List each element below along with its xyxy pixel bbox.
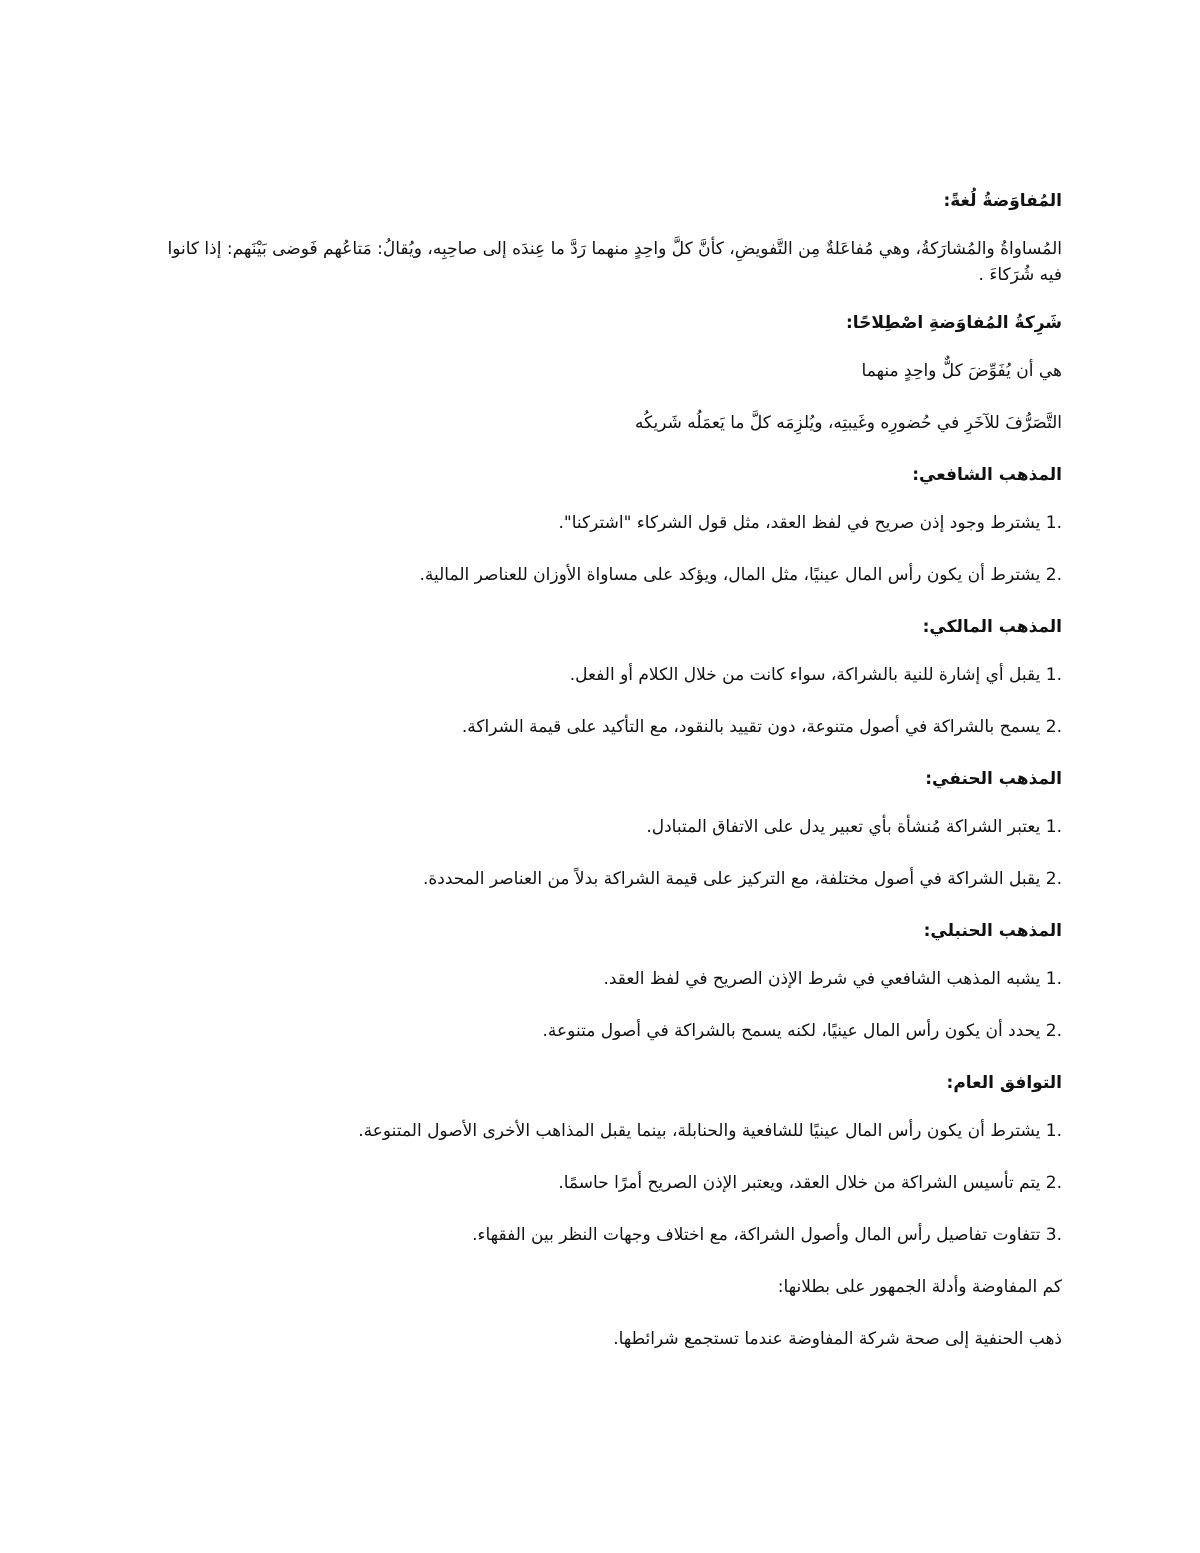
- heading-hanbali: المذهب الحنبلي:: [923, 921, 1062, 941]
- list-number: 2.: [1045, 1173, 1062, 1193]
- paragraph-closing-1: كم المفاوضة وأدلة الجمهور على بطلانها:: [777, 1277, 1062, 1297]
- list-number: 1.: [1045, 665, 1062, 685]
- list-text: يقبل أي إشارة للنية بالشراكة، سواء كانت من خلال الكلام أو الفعل.: [569, 665, 1041, 685]
- list-item-hanbali-2: [140, 1018, 1062, 1044]
- list-item-general-2: [140, 1170, 1062, 1196]
- list-number: 1.: [1045, 817, 1062, 837]
- paragraph-closing-2: ذهب الحنفية إلى صحة شركة المفاوضة عندما تستجمع شرائطها.: [613, 1329, 1062, 1349]
- paragraph-technical-line-2: التَّصَرُّفَ للآخَرِ في حُضورِه وغَيبتِه، ويُلزِمَه كلَّ ما يَعمَلُه شَريكُه: [635, 413, 1062, 433]
- list-item-hanafi-1: [140, 814, 1062, 840]
- list-number: 2.: [1045, 565, 1062, 585]
- list-text: يتم تأسيس الشراكة من خلال العقد، ويعتبر الإذن الصريح أمرًا حاسمًا.: [558, 1173, 1041, 1193]
- list-item-maliki-2: [140, 714, 1062, 740]
- list-item-hanbali-1: [140, 966, 1062, 992]
- list-text: يشترط وجود إذن صريح في لفظ العقد، مثل قول الشركاء "اشتركنا".: [558, 513, 1041, 533]
- list-item-general-1: [140, 1118, 1062, 1144]
- heading-general-consensus: التوافق العام:: [946, 1073, 1062, 1093]
- list-number: 1.: [1045, 969, 1062, 989]
- document-page: [140, 188, 1062, 1378]
- list-text: يحدد أن يكون رأس المال عينيًا، لكنه يسمح بالشراكة في أصول متنوعة.: [542, 1021, 1041, 1041]
- list-number: 1.: [1045, 513, 1062, 533]
- heading-mufawada-linguistic: المُفاوَضةُ لُغةً:: [943, 191, 1062, 211]
- list-number: 1.: [1045, 1121, 1062, 1141]
- list-text: يشبه المذهب الشافعي في شرط الإذن الصريح في لفظ العقد.: [603, 969, 1041, 989]
- list-item-hanafi-2: [140, 866, 1062, 892]
- list-item-shafii-2: [140, 562, 1062, 588]
- heading-shafii: المذهب الشافعي:: [912, 465, 1062, 485]
- list-item-general-3: [140, 1222, 1062, 1248]
- heading-mufawada-technical: شَرِكةُ المُفاوَضةِ اصْطِلاحًا:: [845, 313, 1062, 333]
- list-item-shafii-1: [140, 510, 1062, 536]
- list-number: 2.: [1045, 1021, 1062, 1041]
- list-text: يسمح بالشراكة في أصول متنوعة، دون تقييد بالنقود، مع التأكيد على قيمة الشراكة.: [461, 717, 1041, 737]
- paragraph-linguistic-definition: المُساواةُ والمُشارَكةُ، وهي مُفاعَلةٌ مِن التَّفويضِ، كأنَّ كلَّ واحِدٍ منهما رَدَّ ما عِندَه إلى صاحِبِه، ويُقالُ: مَتاعُهم فَوضى بَيْنَهم: إذا كانوا فيه شُرَكاءَ .: [167, 239, 1062, 285]
- heading-maliki: المذهب المالكي:: [922, 617, 1062, 637]
- list-number: 2.: [1045, 869, 1062, 889]
- list-item-maliki-1: [140, 662, 1062, 688]
- list-text: يشترط أن يكون رأس المال عينيًا للشافعية والحنابلة، بينما يقبل المذاهب الأخرى الأصول المتنوعة.: [358, 1121, 1041, 1141]
- list-number: 3.: [1045, 1225, 1062, 1245]
- list-text: تتفاوت تفاصيل رأس المال وأصول الشراكة، مع اختلاف وجهات النظر بين الفقهاء.: [472, 1225, 1041, 1245]
- list-text: يقبل الشراكة في أصول مختلفة، مع التركيز على قيمة الشراكة بدلاً من العناصر المحددة.: [422, 869, 1041, 889]
- list-text: يشترط أن يكون رأس المال عينيًا، مثل المال، ويؤكد على مساواة الأوزان للعناصر المالية.: [419, 565, 1041, 585]
- paragraph-technical-line-1: هي أن يُفَوِّضَ كلٌّ واحِدٍ منهما: [861, 361, 1062, 381]
- heading-hanafi: المذهب الحنفي:: [925, 769, 1062, 789]
- list-text: يعتبر الشراكة مُنشأة بأي تعبير يدل على الاتفاق المتبادل.: [646, 817, 1041, 837]
- list-number: 2.: [1045, 717, 1062, 737]
